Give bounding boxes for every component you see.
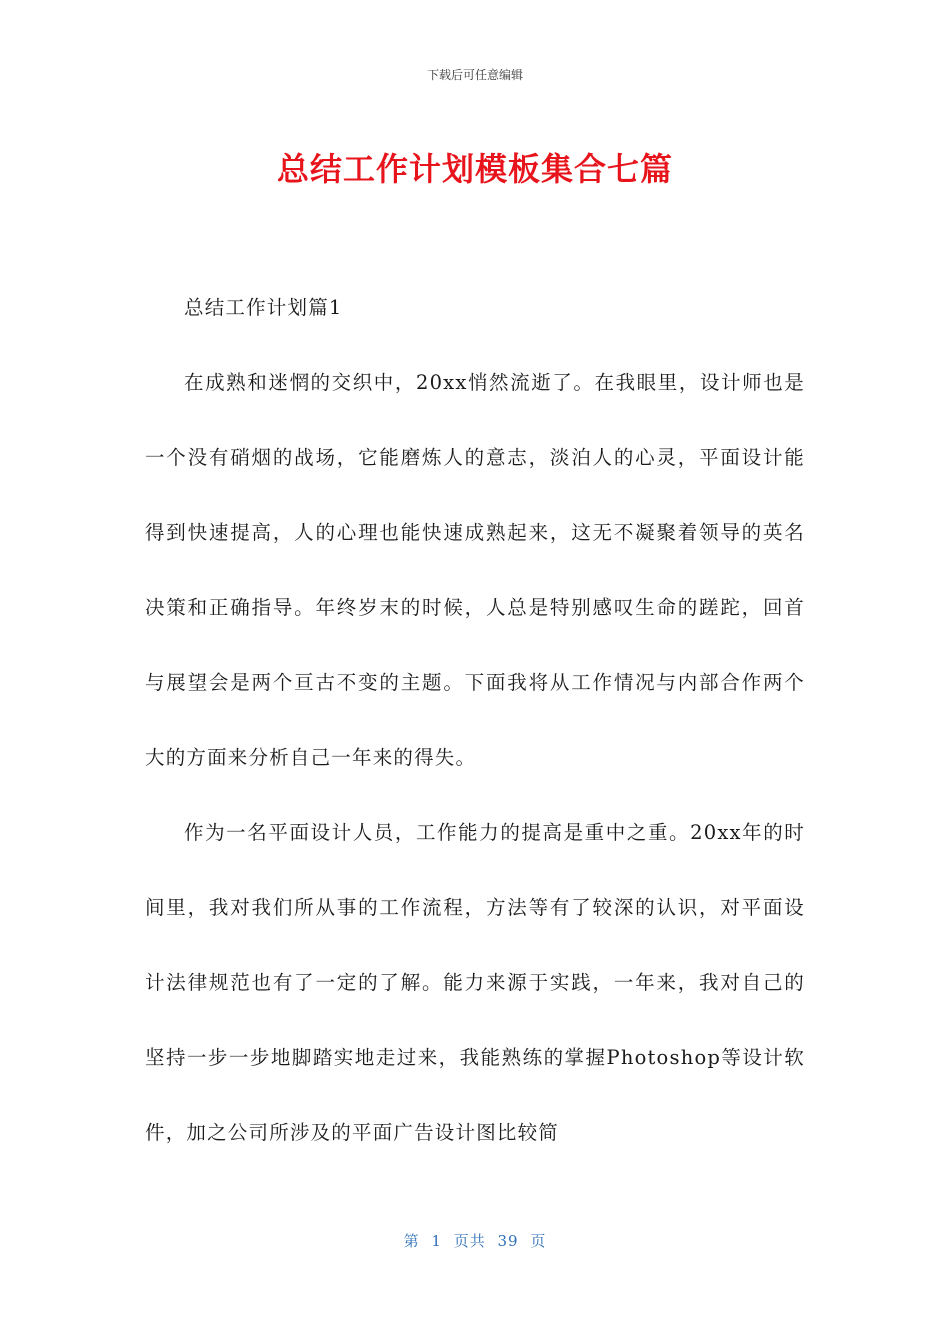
- footer-page-suffix: 页: [530, 1232, 547, 1250]
- section-heading: 总结工作计划篇1: [184, 296, 343, 319]
- body-paragraph: 在成熟和迷惘的交织中，20xx悄然流逝了。在我眼里，设计师也是一个没有硝烟的战场，它能磨炼人的意志，淡泊人的心灵，平面设计能得到快速提高，人的心理也能快速成熟起来，这无不凝聚着领导的英名决策和正确指导。年终岁末的时候，人总是特别感叹生命的蹉跎，回首与展望会是两个亘古不变的主题。下面我将从工作情况与内部合作两个大的方面来分析自己一年来的得失。: [145, 371, 805, 769]
- footer-total-pages: 39: [497, 1232, 519, 1250]
- footer-page-prefix: 第: [403, 1232, 420, 1250]
- document-title: 总结工作计划模板集合七篇: [276, 150, 673, 188]
- page-footer: [0, 1230, 950, 1251]
- page-header-note: [0, 66, 950, 83]
- footer-page-number: 1: [431, 1232, 442, 1250]
- document-body: [145, 270, 805, 1170]
- footer-page-middle: 页共: [453, 1232, 486, 1250]
- header-note-text: 下载后可任意编辑: [426, 68, 523, 82]
- body-paragraph: 作为一名平面设计人员，工作能力的提高是重中之重。20xx年的时间里，我对我们所从事的工作流程，方法等有了较深的认识，对平面设计法律规范也有了一定的了解。能力来源于实践，一年来，我对自己的坚持一步一步地脚踏实地走过来，我能熟练的掌握Photoshop等设计软件，加之公司所涉及的平面广告设计图比较简: [145, 821, 805, 1144]
